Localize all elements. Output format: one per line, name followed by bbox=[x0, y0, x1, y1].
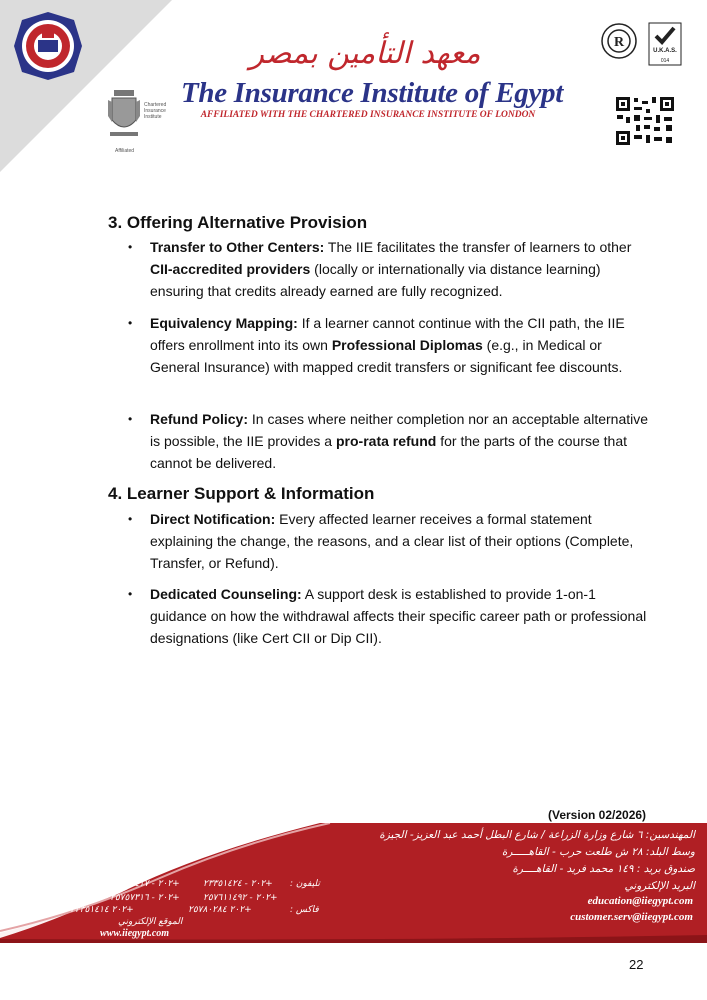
bullet-lead: Transfer to Other Centers: bbox=[150, 239, 325, 255]
affiliation-tagline: AFFILIATED WITH THE CHARTERED INSURANCE INSTITUTE OF LONDON bbox=[200, 110, 536, 120]
bullet-lead: Direct Notification: bbox=[150, 511, 276, 527]
ukas-certification-icon bbox=[648, 22, 682, 66]
bullet-text: for the parts of the course that cannot be delivered. bbox=[150, 433, 628, 471]
bullet-text: A support desk is established to provide 1-on-1 guidance on how the withdrawal affects their specific career path or professional designations (like Cert CII or Dip CII). bbox=[150, 586, 647, 646]
address-po-box: صندوق بريد : ١٤٩ محمد فريد - القاهــــرة bbox=[512, 863, 695, 875]
qr-code-icon bbox=[614, 95, 676, 147]
email-label: البريد الإلكتروني bbox=[624, 880, 695, 892]
ukas-label: U.K.A.S. bbox=[653, 48, 677, 54]
section-heading: 3. Offering Alternative Provision bbox=[108, 213, 368, 232]
bullet-lead: Equivalency Mapping: bbox=[150, 315, 298, 331]
bullet-text: In cases where neither completion nor an acceptable alternative is possible, the IIE provides a bbox=[150, 411, 649, 449]
arabic-institute-name: معهد التأمين بمصر bbox=[249, 36, 481, 71]
bullet-emphasis: CII-accredited providers bbox=[150, 261, 311, 277]
bullet-lead: Refund Policy: bbox=[150, 411, 249, 427]
phone-number: +٢٠٢ - ٢٣٣٥١٤١٧ bbox=[110, 879, 180, 889]
fax-label: فاكس : bbox=[290, 905, 319, 915]
bullet-text: Every affected learner receives a formal statement explaining the change, the reasons, and a clear list of their options (Complete, Transfer, or Refund). bbox=[150, 511, 634, 571]
ukas-number: 014 bbox=[660, 58, 670, 64]
bullet-lead: Dedicated Counseling: bbox=[150, 586, 302, 602]
email-customer-service: customer.serv@iiegypt.com bbox=[570, 911, 693, 923]
website-link[interactable]: www.iiegypt.com bbox=[100, 928, 170, 939]
phone-number: +٢٠٢ - ٢٣٣٥١٤١٣ bbox=[14, 879, 84, 889]
bullet-text: The IIE facilitates the transfer of learners to other bbox=[324, 239, 632, 255]
phone-number: +٢٠٢ - ٢٥٧٦١١٤٩٢ bbox=[203, 893, 278, 903]
bullet-text: If a learner cannot continue with the CII path, the IIE offers enrollment into its own bbox=[150, 315, 625, 353]
bullet-text: (locally or internationally via distance learning) ensuring that credits already earned are fully recognized. bbox=[150, 261, 601, 299]
list-item bbox=[150, 236, 650, 302]
fax-number: +٢٠٢ ٢٣٣٥١٤١٤ bbox=[70, 905, 134, 915]
iie-logo-icon bbox=[12, 10, 84, 82]
address-mohandessin: المهندسين: ٦ شارع وزارة الزراعة / شارع البطل أحمد عبد العزيز- الجيزة bbox=[379, 829, 695, 841]
list-item bbox=[150, 408, 650, 474]
bullet-emphasis: pro-rata refund bbox=[336, 433, 437, 449]
footer-band bbox=[0, 823, 707, 943]
address-downtown: وسط البلد: ٢٨ ش طلعت حرب - القاهـــــرة bbox=[501, 846, 695, 858]
affiliated-small-label: Affiliated bbox=[115, 148, 135, 154]
email-education: education@iiegypt.com bbox=[587, 895, 693, 907]
page-number: 22 bbox=[629, 957, 644, 972]
bullet-text: (e.g., in Medical or General Insurance) with mapped credit transfers or significant fee discounts. bbox=[150, 337, 623, 375]
list-item bbox=[150, 508, 650, 574]
list-item bbox=[150, 583, 650, 649]
version-label: (Version 02/2026) bbox=[548, 808, 647, 822]
cii-name-text: Chartered Insurance Institute bbox=[144, 102, 167, 120]
phone-number: +٢٠٢ - ٢٥٧٥٧٣١٦ bbox=[110, 893, 180, 903]
section-heading: 4. Learner Support & Information bbox=[108, 484, 375, 503]
website-label: الموقع الإلكتروني bbox=[118, 917, 183, 927]
fax-number: +٢٠٢ ٢٥٧٨٠٢٨٤ bbox=[188, 905, 252, 915]
phone-label: تليفون : bbox=[290, 879, 320, 889]
english-institute-name: The Insurance Institute of Egypt bbox=[181, 77, 563, 109]
cii-crest-icon bbox=[106, 86, 142, 144]
list-item bbox=[150, 312, 650, 378]
phone-number: +٢٠٢ - ٢٥٧٦٣٩٠٠ bbox=[14, 893, 84, 903]
phone-number: +٢٠٢ - ٢٣٣٥١٤٢٤ bbox=[203, 879, 273, 889]
registered-certification-icon bbox=[600, 22, 638, 60]
bullet-emphasis: Professional Diplomas bbox=[331, 337, 483, 353]
registered-mark: R bbox=[613, 35, 625, 50]
